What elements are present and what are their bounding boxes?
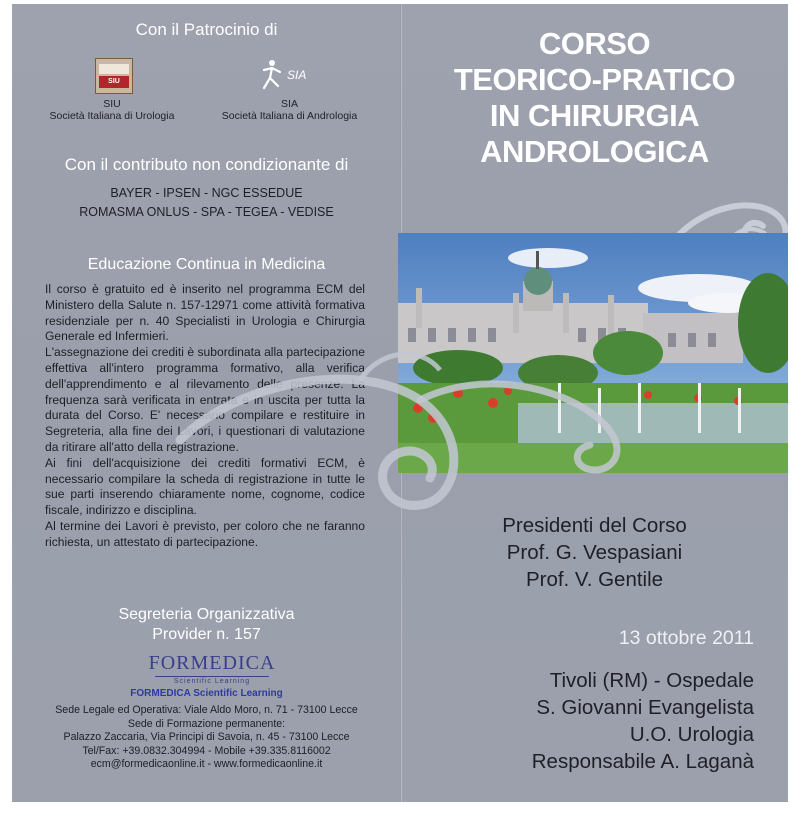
address-line: ecm@formedicaonline.it - www.formedicaonline.it xyxy=(90,758,323,771)
presidents-line: Presidenti del Corso xyxy=(502,514,687,537)
venue-line: Responsabile A. Laganà xyxy=(531,750,754,773)
secretariat-title: Segreteria Organizzativa xyxy=(118,606,295,623)
formedica-logo-word: FORMEDICA xyxy=(148,652,276,674)
address-line: Sede di Formazione permanente: xyxy=(127,717,286,730)
course-title-line: ANDROLOGICA xyxy=(480,134,709,169)
address-line: Palazzo Zaccaria, Via Principi di Savoia, n. 45 - 73100 Lecce xyxy=(63,731,350,744)
sia-label: SIA xyxy=(281,98,298,110)
presidents-line: Prof. G. Vespasiani xyxy=(506,541,683,564)
venue-line: U.O. Urologia xyxy=(629,723,754,746)
address-line: Tel/Fax: +39.0832.304994 - Mobile +39.335.8116002 xyxy=(82,744,331,757)
venue-line: Tivoli (RM) - Ospedale xyxy=(549,669,754,692)
course-title-line: IN CHIRURGIA xyxy=(489,98,700,133)
venue-line: S. Giovanni Evangelista xyxy=(536,696,754,719)
ecm-paragraph: Ai fini dell'acquisizione dei crediti formativi ECM, è necessario compilare la scheda di registrazione in tutte le sue parti inserendo chiaramente nome, cognome, codice fiscale, indirizzo e disciplina. xyxy=(45,455,365,518)
address-line: Sede Legale ed Operativa: Viale Aldo Moro, n. 71 - 73100 Lecce xyxy=(55,704,358,716)
siu-full-name: Società Italiana di Urologia xyxy=(49,110,175,122)
siu-label: SIU xyxy=(103,98,121,110)
sponsors-line: BAYER - IPSEN - NGC ESSEDUE xyxy=(110,186,303,200)
formedica-logo-sub: Scientific Learning xyxy=(173,678,251,685)
patronage-title: Con il Patrocinio di xyxy=(135,20,278,39)
sia-full-name: Società Italiana di Andrologia xyxy=(221,110,358,122)
formedica-name: FORMEDICA Scientific Learning xyxy=(130,688,283,699)
course-date: 13 ottobre 2011 xyxy=(618,627,754,649)
sia-logo-letters: SIA xyxy=(287,68,307,82)
ecm-paragraph: L'assegnazione dei crediti è subordinata alla partecipazione effettiva all'intero programma formativo, alla verifica dell'apprendimento e al rilevamento delle presenze. La frequenza sarà verificata in entrata e in uscita per tutta la durata del Corso. E' necessario compilare e restituire in Segreteria, alla fine dei Lavori, i questionari di valutazione da ritirare all'atto della registrazione. xyxy=(45,345,365,454)
presidents-line: Prof. V. Gentile xyxy=(525,568,664,591)
course-title-line: TEORICO-PRATICO xyxy=(453,62,736,97)
provider-number: Provider n. 157 xyxy=(152,626,261,643)
ecm-title: Educazione Continua in Medicina xyxy=(87,256,326,273)
contribution-title: Con il contributo non condizionante di xyxy=(64,155,349,174)
siu-logo-text: SIU xyxy=(99,76,129,88)
ecm-paragraph: Il corso è gratuito ed è inserito nel programma ECM del Ministero della Salute n. 157-12971 come attività formativa residenziale per n. 40 Specialisti in Urologia e Chirurgia Generale ed Infermieri. xyxy=(45,282,365,344)
course-title-line: CORSO xyxy=(538,26,651,61)
ecm-paragraph: Al termine dei Lavori è previsto, per coloro che ne faranno richiesta, un attestato di partecipazione. xyxy=(45,518,365,549)
sponsors-line: ROMASMA ONLUS - SPA - TEGEA - VEDISE xyxy=(79,205,334,219)
